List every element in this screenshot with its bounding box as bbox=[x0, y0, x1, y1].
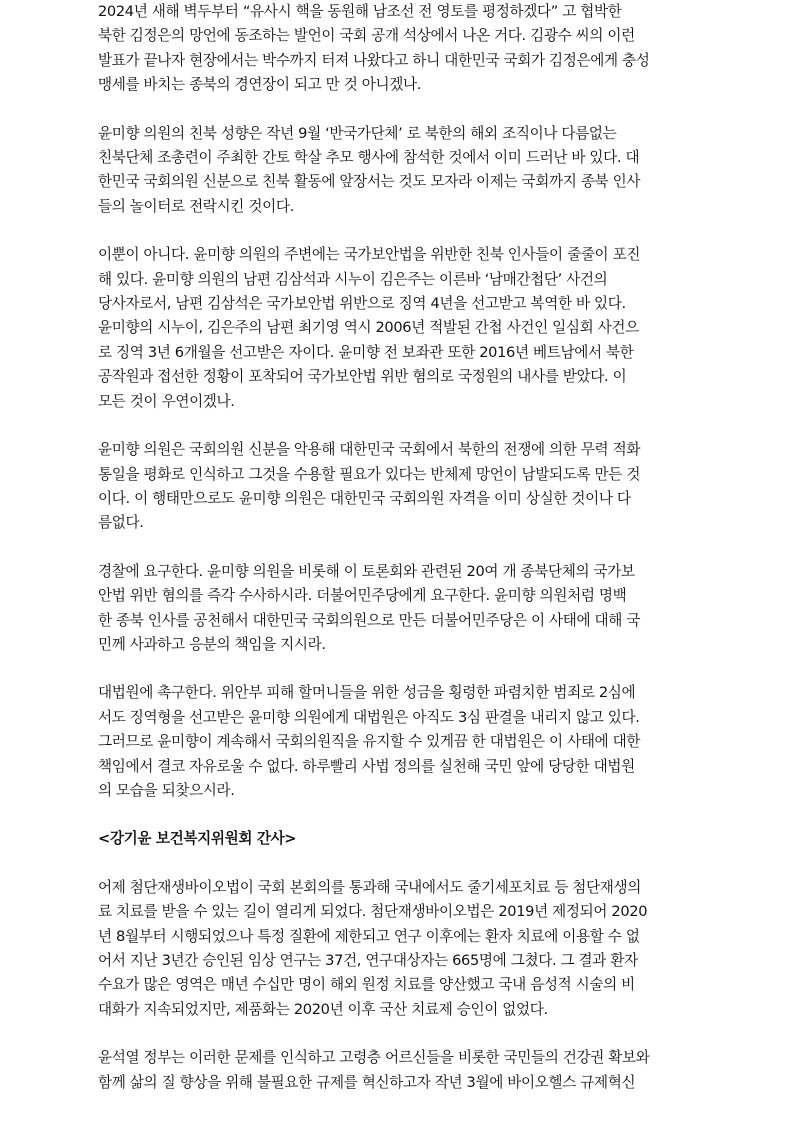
paragraph bbox=[98, 122, 702, 220]
text-line: 로 징역 3년 6개월을 선고받은 자이다. 윤미향 전 보좌관 또한 2016년 베트남에서 북한 bbox=[98, 343, 634, 361]
text-line: 맹세를 바치는 종북의 경연장이 되고 만 것 아니겠나. bbox=[98, 76, 422, 94]
text-line: 모든 것이 우연이겠나. bbox=[98, 392, 235, 410]
text-line: 이뿐이 아니다. 윤미향 의원의 주변에는 국가보안법을 위반한 친북 인사들이 줄줄이 포진 bbox=[98, 246, 641, 264]
text-line: 해 있다. 윤미향 의원의 남편 김삼석과 시누이 김은주는 이른바 ‘남매간첩단’ 사건의 bbox=[98, 270, 608, 288]
text-line: 의 모습을 되찾으시라. bbox=[98, 781, 235, 799]
text-line: 름없다. bbox=[98, 514, 144, 532]
paragraph bbox=[98, 560, 702, 658]
text-line: 대화가 지속되었지만, 제품화는 2020년 이후 국산 치료제 승인이 없었다. bbox=[98, 1000, 548, 1018]
text-line: 그러므로 윤미향이 계속해서 국회의원직을 유지할 수 있게끔 한 대법원은 이 사태에 대한 bbox=[98, 733, 641, 751]
text-line: 대법원에 촉구한다. 위안부 피해 할머니들을 위한 성금을 횡령한 파렴치한 범죄로 2심에 bbox=[98, 684, 636, 702]
text-line: 한민국 국회의원 신분으로 친북 활동에 앞장서는 것도 모자라 이제는 국회까지 종북 인사 bbox=[98, 173, 641, 191]
text-line: 윤미향 의원은 국회의원 신분을 악용해 대한민국 국회에서 북한의 전쟁에 의한 무력 적화 bbox=[98, 441, 641, 459]
text-line: 료 치료를 받을 수 있는 길이 열리게 되었다. 첨단재생바이오법은 2019년 제정되어 2020 bbox=[98, 903, 648, 921]
text-line: 한 종북 인사를 공천해서 대한민국 국회의원으로 만든 더불어민주당은 이 사태에 대해 국 bbox=[98, 611, 641, 629]
text-line: 수요가 많은 영역은 매년 수십만 명이 해외 원정 치료를 양산했고 국내 음성적 시술의 비 bbox=[98, 976, 635, 994]
document-page bbox=[98, 0, 702, 1119]
text-line: 발표가 끝나자 현장에서는 박수까지 터져 나왔다고 하니 대한민국 국회가 김정은에게 충성 bbox=[98, 51, 650, 69]
body-section-after-heading bbox=[98, 876, 702, 1095]
text-line: 윤석열 정부는 이러한 문제를 인식하고 고령층 어르신들을 비롯한 국민들의 건강권 확보와 bbox=[98, 1049, 650, 1067]
text-line: 당사자로서, 남편 김삼석은 국가보안법 위반으로 징역 4년을 선고받고 복역한 바 있다. bbox=[98, 295, 626, 313]
text-line: 2024년 새해 벽두부터 “유사시 핵을 동원해 남조선 전 영토를 평정하겠다” 고 협박한 bbox=[98, 3, 622, 20]
text-line: 들의 놀이터로 전락시킨 것이다. bbox=[98, 197, 294, 215]
text-line: 서도 징역형을 선고받은 윤미향 의원에게 대법원은 아직도 3심 판결을 내리지 않고 있다. bbox=[98, 708, 640, 726]
paragraph bbox=[98, 681, 702, 803]
text-line: 책임에서 결코 자유로울 수 없다. 하루빨리 사법 정의를 실천해 국민 앞에 당당한 대법원 bbox=[98, 757, 635, 775]
paragraph bbox=[98, 0, 702, 98]
text-line: 년 8월부터 시행되었으나 특정 질환에 제한되고 연구 이후에는 환자 치료에 이용할 수 없 bbox=[98, 927, 640, 945]
paragraph bbox=[98, 876, 702, 1022]
text-line: 북한 김정은의 망언에 동조하는 발언이 국회 공개 석상에서 나온 거다. 김광수 씨의 이런 bbox=[98, 27, 635, 45]
text-line: 안법 위반 혐의를 즉각 수사하시라. 더불어민주당에게 요구한다. 윤미향 의원처럼 명백 bbox=[98, 587, 627, 605]
text-line: 윤미향의 시누이, 김은주의 남편 최기영 역시 2006년 적발된 간첩 사건인 일심회 사건으 bbox=[98, 319, 639, 337]
body-section-before-heading bbox=[98, 0, 702, 803]
paragraph bbox=[98, 438, 702, 536]
text-line: 어서 지난 3년간 승인된 임상 연구는 37건, 연구대상자는 665명에 그쳤다. 그 결과 환자 bbox=[98, 952, 638, 969]
text-line: 민께 사과하고 응분의 책임을 지시라. bbox=[98, 635, 326, 653]
text-line: 함께 삶의 질 향상을 위해 불필요한 규제를 혁신하고자 작년 3월에 바이오헬스 규제혁신 bbox=[98, 1073, 636, 1091]
text-line: 친북단체 조총련이 주최한 간토 학살 추모 행사에 참석한 것에서 이미 드러난 바 있다. 대 bbox=[98, 149, 640, 167]
text-line: 어제 첨단재생바이오법이 국회 본회의를 통과해 국내에서도 줄기세포치료 등 첨단재생의 bbox=[98, 878, 641, 896]
text-line: 통일을 평화로 인식하고 그것을 수용할 필요가 있다는 반체제 망언이 남발되도록 만든 것 bbox=[98, 465, 641, 483]
section-heading: <강기윤 보건복지위원회 간사> bbox=[98, 830, 297, 848]
text-line: 공작원과 접선한 정황이 포착되어 국가보안법 위반 혐의로 국정원의 내사를 받았다. 이 bbox=[98, 368, 627, 386]
paragraph bbox=[98, 1046, 702, 1095]
text-line: 경찰에 요구한다. 윤미향 의원을 비롯해 이 토론회와 관련된 20여 개 종북단체의 국가보 bbox=[98, 562, 635, 580]
paragraph bbox=[98, 243, 702, 414]
text-line: 윤미향 의원의 친북 성향은 작년 9월 ‘반국가단체’ 로 북한의 해외 조직이나 다름없는 bbox=[98, 124, 617, 142]
text-line: 이다. 이 행태만으로도 윤미향 의원은 대한민국 국회의원 자격을 이미 상실한 것이나 다 bbox=[98, 489, 631, 507]
